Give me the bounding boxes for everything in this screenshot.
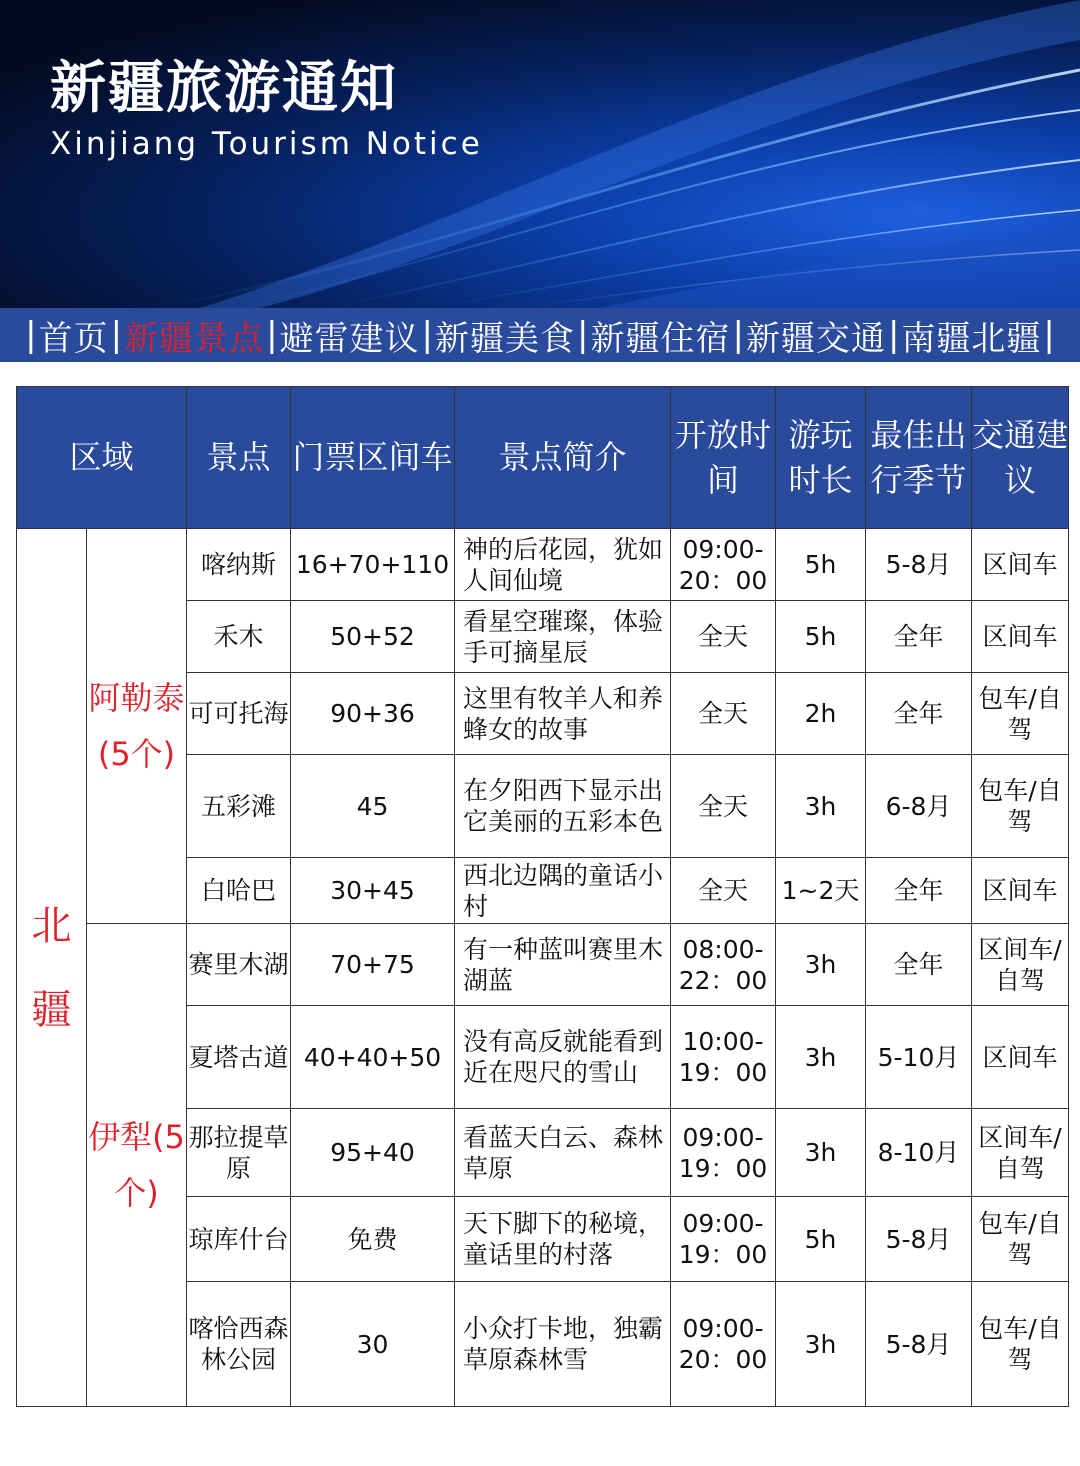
nav-bar <box>0 308 1080 362</box>
spot-cell: 喀纳斯 <box>187 529 291 601</box>
attractions-table-wrapper <box>16 386 1069 1407</box>
season-cell: 6-8月 <box>866 755 972 858</box>
duration-cell: 3h <box>776 1006 866 1109</box>
nav-separator: | <box>266 315 278 355</box>
intro-cell: 有一种蓝叫赛里木湖蓝 <box>455 924 671 1006</box>
header-transport: 交通建议 <box>972 387 1069 529</box>
hours-cell: 全天 <box>671 601 776 673</box>
intro-cell: 神的后花园，犹如人间仙境 <box>455 529 671 601</box>
header-hours: 开放时间 <box>671 387 776 529</box>
spot-cell: 那拉提草原 <box>187 1109 291 1197</box>
hours-cell: 10:00-19：00 <box>671 1006 776 1109</box>
page-title: 新疆旅游通知 <box>50 56 398 121</box>
ticket-cell: 90+36 <box>291 673 455 755</box>
ticket-cell: 免费 <box>291 1197 455 1282</box>
duration-cell: 5h <box>776 529 866 601</box>
season-cell: 全年 <box>866 601 972 673</box>
nav-item-attractions[interactable]: 新疆景点 <box>124 318 265 359</box>
transport-cell: 包车/自驾 <box>972 673 1069 755</box>
spot-cell: 夏塔古道 <box>187 1006 291 1109</box>
transport-cell: 包车/自驾 <box>972 1197 1069 1282</box>
header-region: 区域 <box>17 387 187 529</box>
duration-cell: 5h <box>776 1197 866 1282</box>
season-cell: 全年 <box>866 673 972 755</box>
transport-cell: 区间车 <box>972 601 1069 673</box>
header-duration: 游玩时长 <box>776 387 866 529</box>
spot-cell: 五彩滩 <box>187 755 291 858</box>
season-cell: 全年 <box>866 924 972 1006</box>
ticket-cell: 95+40 <box>291 1109 455 1197</box>
duration-cell: 2h <box>776 673 866 755</box>
header-intro: 景点简介 <box>455 387 671 529</box>
page-subtitle: Xinjiang Tourism Notice <box>50 126 483 162</box>
hours-cell: 09:00-19：00 <box>671 1109 776 1197</box>
header-ticket: 门票区间车 <box>291 387 455 529</box>
header-banner <box>0 0 1080 308</box>
nav-item-tips[interactable]: 避雷建议 <box>279 318 420 359</box>
duration-cell: 1~2天 <box>776 858 866 924</box>
region-cell: 北疆 <box>17 529 87 1407</box>
season-cell: 全年 <box>866 858 972 924</box>
spot-cell: 赛里木湖 <box>187 924 291 1006</box>
spot-cell: 琼库什台 <box>187 1197 291 1282</box>
transport-cell: 区间车/自驾 <box>972 924 1069 1006</box>
intro-cell: 看星空璀璨，体验手可摘星辰 <box>455 601 671 673</box>
transport-cell: 区间车 <box>972 858 1069 924</box>
duration-cell: 3h <box>776 924 866 1006</box>
season-cell: 5-8月 <box>866 1197 972 1282</box>
hours-cell: 09:00-20：00 <box>671 529 776 601</box>
intro-cell: 小众打卡地，独霸草原森林雪 <box>455 1282 671 1407</box>
nav-item-home[interactable]: 首页 <box>38 318 109 359</box>
spot-cell: 可可托海 <box>187 673 291 755</box>
season-cell: 8-10月 <box>866 1109 972 1197</box>
nav-item-lodging[interactable]: 新疆住宿 <box>590 318 731 359</box>
hours-cell: 09:00-20：00 <box>671 1282 776 1407</box>
nav-item-transport[interactable]: 新疆交通 <box>745 318 886 359</box>
ticket-cell: 70+75 <box>291 924 455 1006</box>
intro-cell: 在夕阳西下显示出它美丽的五彩本色 <box>455 755 671 858</box>
hours-cell: 09:00-19：00 <box>671 1197 776 1282</box>
intro-cell: 看蓝天白云、森林草原 <box>455 1109 671 1197</box>
nav-separator: | <box>732 315 744 355</box>
nav-separator: | <box>1043 315 1055 355</box>
ticket-cell: 16+70+110 <box>291 529 455 601</box>
intro-cell: 没有高反就能看到近在咫尺的雪山 <box>455 1006 671 1109</box>
hours-cell: 全天 <box>671 858 776 924</box>
subregion-cell: 阿勒泰(5个) <box>87 529 187 924</box>
season-cell: 5-8月 <box>866 1282 972 1407</box>
season-cell: 5-10月 <box>866 1006 972 1109</box>
ticket-cell: 40+40+50 <box>291 1006 455 1109</box>
transport-cell: 区间车 <box>972 1006 1069 1109</box>
nav-separator: | <box>421 315 433 355</box>
hours-cell: 全天 <box>671 673 776 755</box>
table-header-row <box>17 387 1069 529</box>
ticket-cell: 30+45 <box>291 858 455 924</box>
duration-cell: 5h <box>776 601 866 673</box>
nav-item-food[interactable]: 新疆美食 <box>435 318 575 359</box>
transport-cell: 包车/自驾 <box>972 755 1069 858</box>
attractions-table <box>16 386 1069 1407</box>
nav-separator: | <box>110 315 123 355</box>
intro-cell: 天下脚下的秘境，童话里的村落 <box>455 1197 671 1282</box>
duration-cell: 3h <box>776 755 866 858</box>
hours-cell: 全天 <box>671 755 776 858</box>
intro-cell: 这里有牧羊人和养蜂女的故事 <box>455 673 671 755</box>
season-cell: 5-8月 <box>866 529 972 601</box>
nav-item-regions[interactable]: 南疆北疆 <box>901 318 1042 359</box>
ticket-cell: 45 <box>291 755 455 858</box>
transport-cell: 包车/自驾 <box>972 1282 1069 1407</box>
nav-separator: | <box>887 315 900 355</box>
header-spot: 景点 <box>187 387 291 529</box>
table-row <box>17 529 1069 601</box>
header-season: 最佳出行季节 <box>866 387 972 529</box>
spot-cell: 白哈巴 <box>187 858 291 924</box>
transport-cell: 区间车 <box>972 529 1069 601</box>
ticket-cell: 30 <box>291 1282 455 1407</box>
duration-cell: 3h <box>776 1109 866 1197</box>
transport-cell: 区间车/自驾 <box>972 1109 1069 1197</box>
ticket-cell: 50+52 <box>291 601 455 673</box>
spot-cell: 喀恰西森林公园 <box>187 1282 291 1407</box>
duration-cell: 3h <box>776 1282 866 1407</box>
nav-separator: | <box>25 315 37 355</box>
nav-separator: | <box>577 315 589 355</box>
spot-cell: 禾木 <box>187 601 291 673</box>
intro-cell: 西北边隅的童话小村 <box>455 858 671 924</box>
hours-cell: 08:00-22：00 <box>671 924 776 1006</box>
table-row <box>17 924 1069 1006</box>
subregion-cell: 伊犁(5个) <box>87 924 187 1407</box>
